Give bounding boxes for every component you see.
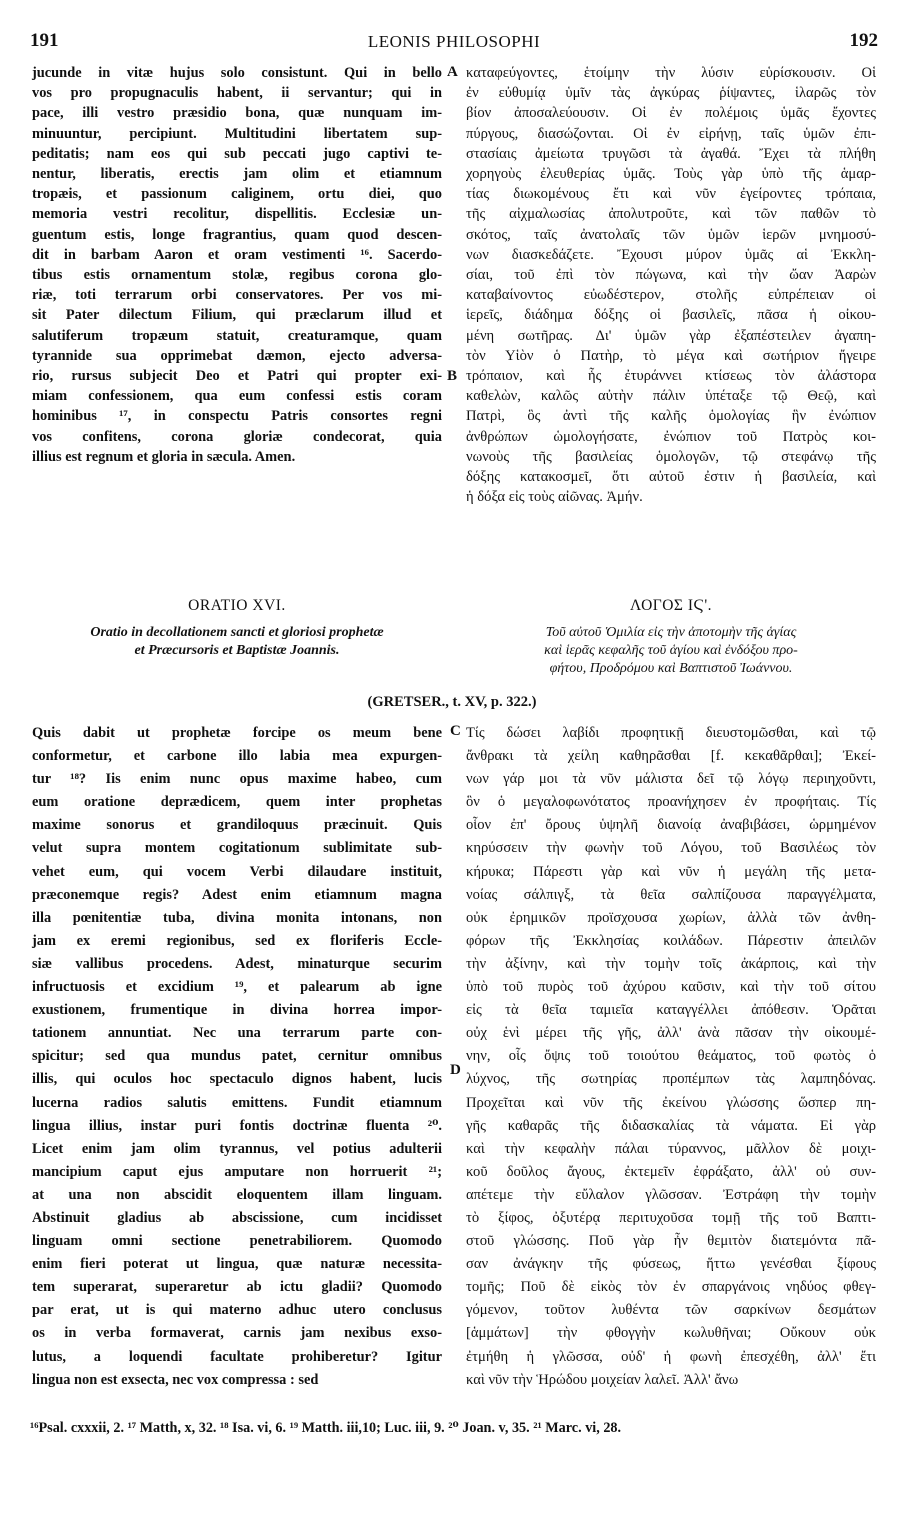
text-line: Abstinuit gladius ab abscissione, cum incidisset <box>32 1209 442 1226</box>
page-number-right: 192 <box>849 30 878 51</box>
text-line: enim fieri poterat ut lingua, quæ naturæ necessita- <box>32 1256 442 1273</box>
text-line: lingua non est exsecta, nec vox compressa : sed <box>32 1371 319 1388</box>
text-line: Licet enim jam olim tyrannus, vel potius adulterii <box>32 1140 442 1157</box>
text-line: riæ, toti terrarum orbi conservatores. Per vos mi- <box>32 287 442 304</box>
text-line: κήρυκα; Πάρεστι γὰρ καὶ νῦν ἡ μεγάλη τῆς μετα- <box>466 863 876 880</box>
page-number-left: 191 <box>30 30 59 51</box>
text-line: δόξης κατακοσμεῖ, ὅτι αὐτοῦ ἐστιν ἡ βασιλεία, καὶ <box>466 469 876 486</box>
text-line: τὸ ξίφος, ὀξυτέρᾳ περιτυχοῦσα τομῇ τῆς τοῦ Βαπτι- <box>466 1209 876 1226</box>
bottom-greek-column <box>466 722 876 1392</box>
text-line: lucerna radios salutis emittens. Fundit etiamnum <box>32 1094 442 1111</box>
text-line: vehet eum, qui vocem Verbi dilaudare instituit, <box>32 863 442 880</box>
text-line: γόμενον, τοῦτον λυθέντα τῶν σαρκίνων δεσμάτων <box>466 1302 876 1319</box>
running-title: LEONIS PHILOSOPHI <box>367 32 541 51</box>
text-line: minuuntur, percipiunt. Multitudini libertatem sup- <box>32 125 442 142</box>
text-line: τῆς αἰχμαλωσίας ἀπολυτροῦτε, καὶ τῶν παθῶν τὸ <box>466 206 876 223</box>
text-line: spicitur; sed qua mundus patet, cernitur omnibus <box>32 1048 442 1065</box>
text-line: jucunde in vitæ hujus solo consistunt. Qui in bello <box>32 65 442 81</box>
margin-marker-c: C <box>450 723 461 739</box>
text-line: maxime sonorus et grandiloquus præcinuit. Quis <box>32 817 442 834</box>
text-line: λύχνος, τῆς σωτηρίας προπέμπων τὰς λαμπηδόνας. <box>466 1071 876 1088</box>
text-line: Προχεῖται καὶ νῦν τῆς ἐκείνου γλώσσης ὥσπερ πη- <box>466 1094 876 1111</box>
text-line: καταφεύγοντες, ἑτοίμην τὴν λύσιν εὑρίσκουσιν. Οἱ <box>466 65 876 81</box>
text-line: καθελὼν, καλῶς αὐτὴν πάλιν ὑπέταξε τῷ Θεῷ, καὶ <box>466 388 876 405</box>
text-line: τὸν Υἱὸν ὁ Πατὴρ, τὸ μέγα καὶ σωτήριον ἤγειρε <box>466 347 876 364</box>
latin-subtitle-line: Oratio in decollationem sancti et gloriosi prophetæ <box>90 625 384 640</box>
text-line: καταβαίνοντος εὐωδέστερον, στολῆς εὐπρέπειαν οἱ <box>466 287 876 304</box>
text-line: ὃν ὁ μεγαλοφωνότατος προανήχησεν ἐν προφήταις. Τίς <box>466 794 876 811</box>
text-line: tur ¹⁸? Iis enim nunc opus maxime habeo, cum <box>32 771 442 788</box>
top-greek-column <box>466 63 876 507</box>
text-line: Τίς δώσει λαβίδι προφητικῇ διευστομῶσθαι, καὶ τῷ <box>466 725 876 741</box>
text-line: memoria vestri recolitur, dispellitis. Ecclesiæ un- <box>32 206 442 223</box>
text-line: vos pro propugnaculis habent, ii servantur; qui in <box>32 85 442 102</box>
text-line: lingua illius, instar puri fontis doctrinæ fluenta ²⁰. <box>32 1117 442 1134</box>
text-line: οἷον ἐπ' ὄρους ὑψηλῆ διανοίᾳ ἀναβιβάσει, ὡρμημένον <box>466 817 876 834</box>
text-line: conformetur, et carbone illo labia mea expurgen- <box>32 748 442 765</box>
text-line: ἱερεῖς, διάδημα δόξης οἱ βασιλεῖς, πᾶσα ἡ οἰκου- <box>466 307 876 324</box>
text-line: χορηγοὺς ἐλευθερίας ὑμᾶς. Τοὺς γὰρ ὑπὸ τῆς ἁμαρ- <box>466 166 876 183</box>
margin-marker-d: D <box>450 1062 461 1078</box>
text-line: pace, illi vestro præsidio bona, quæ nunquam im- <box>32 105 442 122</box>
margin-marker-b: B <box>447 368 458 384</box>
text-line: sit Pater dilectum Filium, qui præclarum illud et <box>32 307 442 324</box>
greek-oratio-title: ΛΟΓΟΣ ΙϚ'. <box>629 597 712 614</box>
text-line: guentum estis, longe fragrantius, quam quod descen- <box>32 226 442 243</box>
text-line: σίαι, τοῦ ἐπὶ τὸν πώγωνα, καὶ τὴν ὤαν Ἀαρὼν <box>466 267 876 284</box>
text-line: νην, οἷς ὄψις τοῦ τοιούτου θεάματος, τοῦ φωτὸς ὁ <box>466 1048 876 1065</box>
text-line: mancipium caput ejus amputare non horruerit ²¹; <box>32 1163 442 1180</box>
text-line: tem superarat, superaretur ab ictu gladii? Quomodo <box>32 1279 442 1296</box>
bottom-latin-column <box>32 722 442 1392</box>
text-line: lutus, a loquendi facultate prohiberetur? Igitur <box>32 1348 442 1365</box>
text-line: par erat, ut is qui materno adhuc utero conclusus <box>32 1302 442 1319</box>
text-line: dit in barbam Aaron et oram vestimenti ¹⁶. Sacerdo- <box>32 246 442 263</box>
text-line: σκότος, ταῖς ἀνατολαῖς τῶν ὑμῶν ἱερῶν μνημοσύ- <box>466 226 876 243</box>
text-line: illis, qui oculos hoc spectaculo dignos habent, lucis <box>32 1071 442 1088</box>
text-line: καὶ τὴν κεφαλὴν πάλαι τύραννος, μᾶλλον δὲ μοιχι- <box>466 1140 876 1157</box>
greek-subtitle-line: καὶ ἱερᾶς κεφαλῆς τοῦ ἁγίου καὶ ἐνδόξου προ- <box>544 643 798 658</box>
text-line: illa pœnitentiæ tuba, divina monita intonans, non <box>32 909 442 926</box>
text-line: tibus estis ornamentum stolæ, regibus corona glo- <box>32 267 442 284</box>
text-line: ἡ δόξα εἰς τοὺς αἰῶνας. Ἀμήν. <box>466 489 643 506</box>
text-line: γῆς καθαρᾶς τῆς διδασκαλίας τὰ νάματα. Εἰ γὰρ <box>466 1117 876 1134</box>
text-line: [ἁμμάτων] τὴν φθογγὴν κωλυθῆναι; Οὔκουν οὐκ <box>466 1325 876 1342</box>
text-line: νοίας σάλπιγξ, τὰ θεῖα σαλπίζουσα παραγγέλματα, <box>466 886 876 903</box>
text-line: miam confessionem, qua eum confessi estis coram <box>32 388 442 405</box>
text-line: τομῆς; Ποῦ δὲ εἰκὸς τὸν ἐν σπαργάνοις νηδύος φθεγ- <box>466 1279 876 1296</box>
text-line: exustionem, frumentique in divina horrea impor- <box>32 1002 442 1019</box>
text-line: tationem annuntiat. Nec una terrarum parte con- <box>32 1025 442 1042</box>
text-line: τὴν ἀξίνην, καὶ τὴν τομὴν τοῖς ἀκάρποις, καὶ τὴν <box>466 955 876 972</box>
text-line: στασίαις ἀμείωτα τρυγῶσι τὰ ἀγαθά. Ἔχει τὰ πλήθη <box>466 145 876 162</box>
greek-subtitle-line: φήτου, Προδρόμου καὶ Βαπτιστοῦ Ἰωάννου. <box>549 661 793 676</box>
text-line: siæ vallibus procedens. Adest, minaturque securim <box>32 955 442 972</box>
page-header <box>30 30 878 60</box>
text-line: οὐχ ἑνὶ μέρει τῆς γῆς, ἀλλ' ἀνὰ πᾶσαν τὴν οἰκουμέ- <box>466 1025 876 1042</box>
text-line: vos confitens, corona gloriæ condecorat, quia <box>32 428 442 445</box>
text-line: φόρων τῆς Ἐκκλησίας κοιλάδων. Πάρεστιν ἀπειλῶν <box>466 932 876 949</box>
text-line: Quis dabit ut prophetæ forcipe os meum bene <box>32 725 442 741</box>
text-line: σαν ἀνάγκην τῆς φύσεως, ἥττω γενέσθαι ξίφους <box>466 1256 876 1273</box>
text-line: νωνοὺς τῆς βασιλείας ὁμολογῶν, τῷ στεφάνῳ τῆς <box>466 448 876 465</box>
text-line: peditatis; nam eos qui sub peccati jugo captivi te- <box>32 145 442 162</box>
text-line: jam ex eremi regionibus, sed ex floriferis Eccle- <box>32 932 442 949</box>
text-line: velut supra montem cogitationum sublimitate sub- <box>32 840 442 857</box>
text-line: Πατρὶ, ὃς ἀντὶ τῆς καλῆς ὁμολογίας ἣν ἐνώπιον <box>466 408 876 425</box>
greek-subtitle-line: Τοῦ αὐτοῦ Ὁμιλία εἰς τὴν ἀποτομὴν τῆς ἁγίας <box>545 625 797 640</box>
text-line: βίον ἀποσαλεύουσιν. Οἱ ἐν πολέμοις ὑμᾶς ἔχοντες <box>466 105 876 122</box>
text-line: νων γάρ μοι τὰ νῦν μάλιστα δεῖ τῷ λόγῳ περιηχοῦντι, <box>466 771 876 788</box>
text-line: οὐκ ἐρημικῶν προϊσχουσα χωρίων, ἀλλὰ τῶν ἀνθη- <box>466 909 876 926</box>
source-reference: (GRETSER., t. XV, p. 322.) <box>367 694 537 710</box>
text-line: eum oratione deprædicem, quem inter prophetas <box>32 794 442 811</box>
text-line: ἀνθρώπων ὡμολογήσατε, ἐνώπιον τοῦ Πατρὸς κοι- <box>466 428 876 445</box>
latin-oratio-title: ORATIO XVI. <box>188 597 286 614</box>
text-line: ἐν εὐθυμίᾳ ὑμῖν τὰς ἀγκύρας ῥίψαντες, ἱλαρῶς τὸν <box>466 85 876 102</box>
text-line: ἐτμήθη ἡ γλῶσσα, οὐδ' ἡ φωνὴ ἐπεσχέθη, ἀλλ' ἔτι <box>466 1348 876 1365</box>
text-line: salutiferum tropæum statuit, creaturamque, quam <box>32 327 442 344</box>
text-line: πύργους, διασώζονται. Οἱ ἐν εἰρήνῃ, ταῖς ὑμῶν ἐπι- <box>466 125 876 142</box>
text-line: τρόπαιον, καὶ ἧς ἐτυράννει κτίσεως τὸν ἀλάστορα <box>466 368 876 385</box>
footnotes: ¹⁶Psal. cxxxii, 2. ¹⁷ Matth, x, 32. ¹⁸ Isa. vi, 6. ¹⁹ Matth. iii,10; Luc. iii, 9. ²⁰ Joan. v, 35. ²¹ Marc. vi, 28. <box>30 1420 622 1436</box>
text-line: infructuosis et excidium ¹⁹, et palearum ab igne <box>32 979 442 996</box>
text-line: præconemque regis? Adest enim etiamnum magna <box>32 886 442 903</box>
text-line: hominibus ¹⁷, in conspectu Patris consortes regni <box>32 408 442 425</box>
text-line: εἰς τὰ θεῖα ταμιεῖα καταγγέλλει ἀπόθεσιν. Ὁρᾶται <box>466 1002 876 1019</box>
text-line: κοῦ δοῦλος ἄγους, ἐκτεμεῖν ἐφράξατο, ἀλλ' οὐ συν- <box>466 1163 876 1180</box>
text-line: νων διασκεδάζετε. Ἔχουσι μύρον ὑμᾶς αἱ Ἐκκλη- <box>466 246 876 263</box>
text-line: rio, rursus subjecit Deo et Patri qui propter exi- <box>32 368 442 385</box>
text-line: illius est regnum et gloria in sæcula. Amen. <box>32 448 296 465</box>
text-line: κηρύσσειν τὴν φωνὴν τοῦ Λόγου, τοῦ Βασιλέως τὸν <box>466 840 876 857</box>
latin-oratio-subtitle <box>32 624 442 660</box>
text-line: linguam omni sectione penetrabiliorem. Quomodo <box>32 1233 442 1250</box>
text-line: απέτεμε τὴν εὔλαλον γλῶσσαν. Ἐστράφη τὴν τομὴν <box>466 1186 876 1203</box>
text-line: ὑπὸ τοῦ πυρὸς τοῦ ἀχύρου καῦσιν, καὶ τὴν τοῦ σίτου <box>466 979 876 996</box>
text-line: at una non abscidit eloquentem illam linguam. <box>32 1186 442 1203</box>
top-latin-column <box>32 63 442 467</box>
greek-oratio-subtitle <box>466 624 876 678</box>
text-line: ἄνθρακι τὰ χείλη καθηρᾶσθαι [f. κεκαθᾶρθαι]; Ἐκεί- <box>466 748 876 765</box>
text-line: tyrannide sua opprimebat dæmon, ejecto adversa- <box>32 347 442 364</box>
margin-marker-a: A <box>447 64 458 80</box>
text-line: tropæis, et passionum caliginem, ortu diei, quo <box>32 186 442 203</box>
text-line: στοῦ γλώσσης. Ποῦ γὰρ ἦν θεμιτὸν διατεμόντα πᾶ- <box>466 1233 876 1250</box>
text-line: μένη σωτῆρας. Δι' ὑμῶν γὰρ ἐξαπέστειλεν ἀγαπη- <box>466 327 876 344</box>
text-line: καὶ νῦν τὴν Ἡρώδου μοιχείαν λαλεῖ. Ἀλλ' ἄνω <box>466 1371 739 1388</box>
latin-subtitle-line: et Præcursoris et Baptistæ Joannis. <box>134 643 340 658</box>
text-line: τίας διωκομένους ἔτι καὶ νῦν ἐγείροντες τρόπαια, <box>466 186 876 203</box>
text-line: os in verba formaverat, carnis jam nexibus exso- <box>32 1325 442 1342</box>
text-line: nentur, liberatis, erectis jam olim et etiamnum <box>32 166 442 183</box>
